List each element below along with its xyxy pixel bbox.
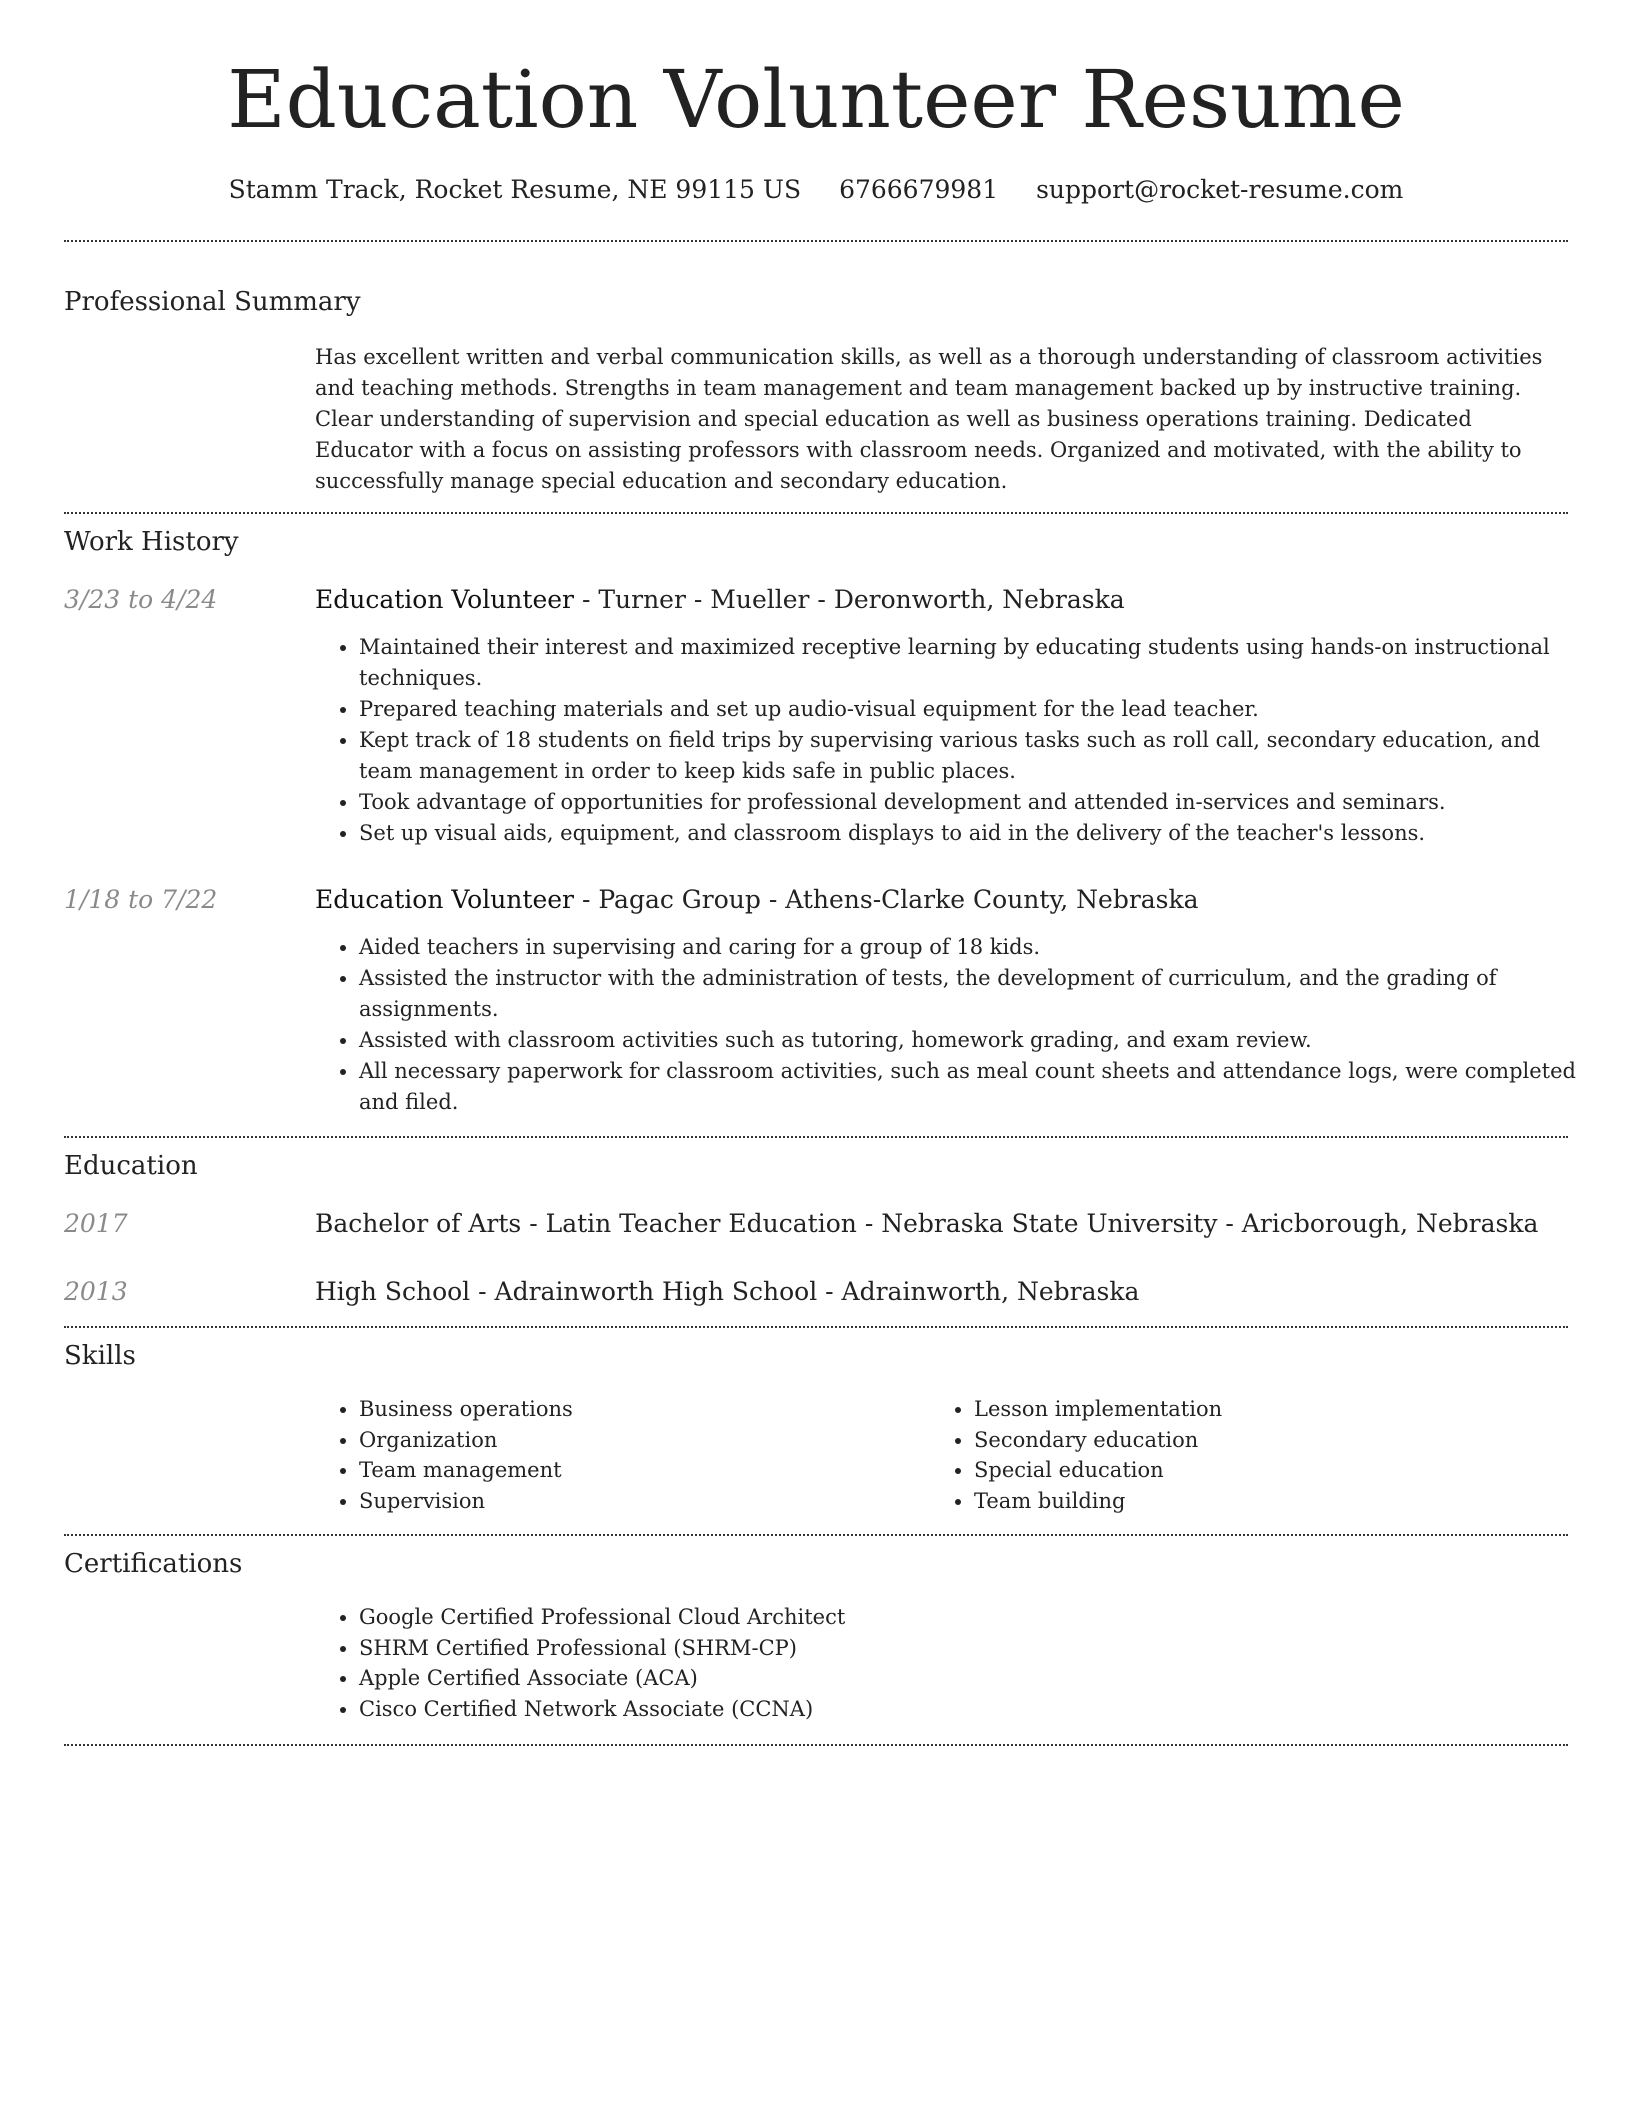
certification-item: • SHRM Certified Professional (SHRM-CP) (359, 1633, 1459, 1664)
resume-title: Education Volunteer Resume (227, 53, 1405, 146)
list-item: • Assisted with classroom activities such as tutoring, homework grading, and exam review. (359, 1025, 1599, 1056)
list-item: • Aided teachers in supervising and caring for a group of 18 kids. (359, 932, 1599, 963)
skills-heading: Skills (64, 1341, 136, 1371)
education-school: - Adrainworth High School - Adrainworth, Nebraska (470, 1277, 1140, 1306)
skills-list-right (930, 1394, 1534, 1516)
section-divider (64, 1744, 1568, 1746)
section-divider (64, 240, 1568, 242)
job-bullets (315, 632, 1599, 849)
skill-item: • Organization (359, 1425, 919, 1456)
list-item: • Took advantage of opportunities for professional development and attended in-services and seminars. (359, 787, 1599, 818)
summary-heading: Professional Summary (64, 287, 361, 317)
education-year: 2017 (64, 1209, 128, 1238)
certification-item: • Apple Certified Associate (ACA) (359, 1663, 1459, 1694)
contact-phone: 6766679981 (839, 175, 999, 204)
education-year: 2013 (64, 1277, 128, 1306)
education-entry (315, 1274, 1565, 1310)
contact-email: support@rocket-resume.com (1036, 175, 1404, 204)
job-bullets (315, 932, 1599, 1118)
section-divider (64, 1136, 1568, 1138)
summary-text: Has excellent written and verbal communication skills, as well as a thorough understanding of classroom activities and teaching methods. Strengths in team management and team management backed up by instructive training. Clear understanding of supervision and special education as well as business operations training. Dedicated Educator with a focus on assisting professors with classroom needs. Organized and motivated, with the ability to successfully manage special education and secondary education. (315, 345, 1543, 493)
list-item: • Assisted the instructor with the administration of tests, the development of curriculum, and the grading of assignments. (359, 963, 1599, 1025)
skill-item: • Team management (359, 1455, 919, 1486)
skill-item: • Supervision (359, 1486, 919, 1517)
section-divider (64, 1326, 1568, 1328)
job-title (315, 582, 1565, 618)
section-divider (64, 1534, 1568, 1536)
certifications-list (315, 1602, 1459, 1724)
contact-line (64, 170, 1568, 210)
skills-list-left (315, 1394, 919, 1516)
list-item: • Kept track of 18 students on field trips by supervising various tasks such as roll call, secondary education, and team management in order to keep kids safe in public places. (359, 725, 1599, 787)
education-degree: Bachelor of Arts - Latin Teacher Education (315, 1209, 857, 1238)
education-school: - Nebraska State University - Aricborough, Nebraska (856, 1209, 1539, 1238)
job-title (315, 882, 1565, 918)
job-position: Education Volunteer (315, 885, 574, 914)
certification-item: • Cisco Certified Network Associate (CCNA) (359, 1694, 1459, 1725)
list-item: • Prepared teaching materials and set up audio-visual equipment for the lead teacher. (359, 694, 1599, 725)
list-item: • Set up visual aids, equipment, and classroom displays to aid in the delivery of the teacher's lessons. (359, 818, 1599, 849)
contact-address: Stamm Track, Rocket Resume, NE 99115 US (228, 175, 802, 204)
list-item: • All necessary paperwork for classroom activities, such as meal count sheets and attendance logs, were completed and filed. (359, 1056, 1599, 1118)
education-heading: Education (64, 1151, 198, 1181)
job-employer: - Pagac Group - Athens-Clarke County, Nebraska (574, 885, 1199, 914)
list-item: • Maintained their interest and maximized receptive learning by educating students using hands-on instructional techniques. (359, 632, 1599, 694)
job-dates: 1/18 to 7/22 (64, 885, 218, 914)
job-position: Education Volunteer (315, 585, 574, 614)
skill-item: • Special education (974, 1455, 1534, 1486)
work-history-heading: Work History (64, 527, 239, 557)
job-dates: 3/23 to 4/24 (64, 585, 218, 614)
certification-item: • Google Certified Professional Cloud Architect (359, 1602, 1459, 1633)
certifications-heading: Certifications (64, 1549, 243, 1579)
skill-item: • Lesson implementation (974, 1394, 1534, 1425)
job-employer: - Turner - Mueller - Deronworth, Nebraska (574, 585, 1125, 614)
skill-item: • Business operations (359, 1394, 919, 1425)
section-divider (64, 512, 1568, 514)
skill-item: • Team building (974, 1486, 1534, 1517)
skill-item: • Secondary education (974, 1425, 1534, 1456)
education-entry (315, 1206, 1565, 1242)
education-degree: High School (315, 1277, 471, 1306)
